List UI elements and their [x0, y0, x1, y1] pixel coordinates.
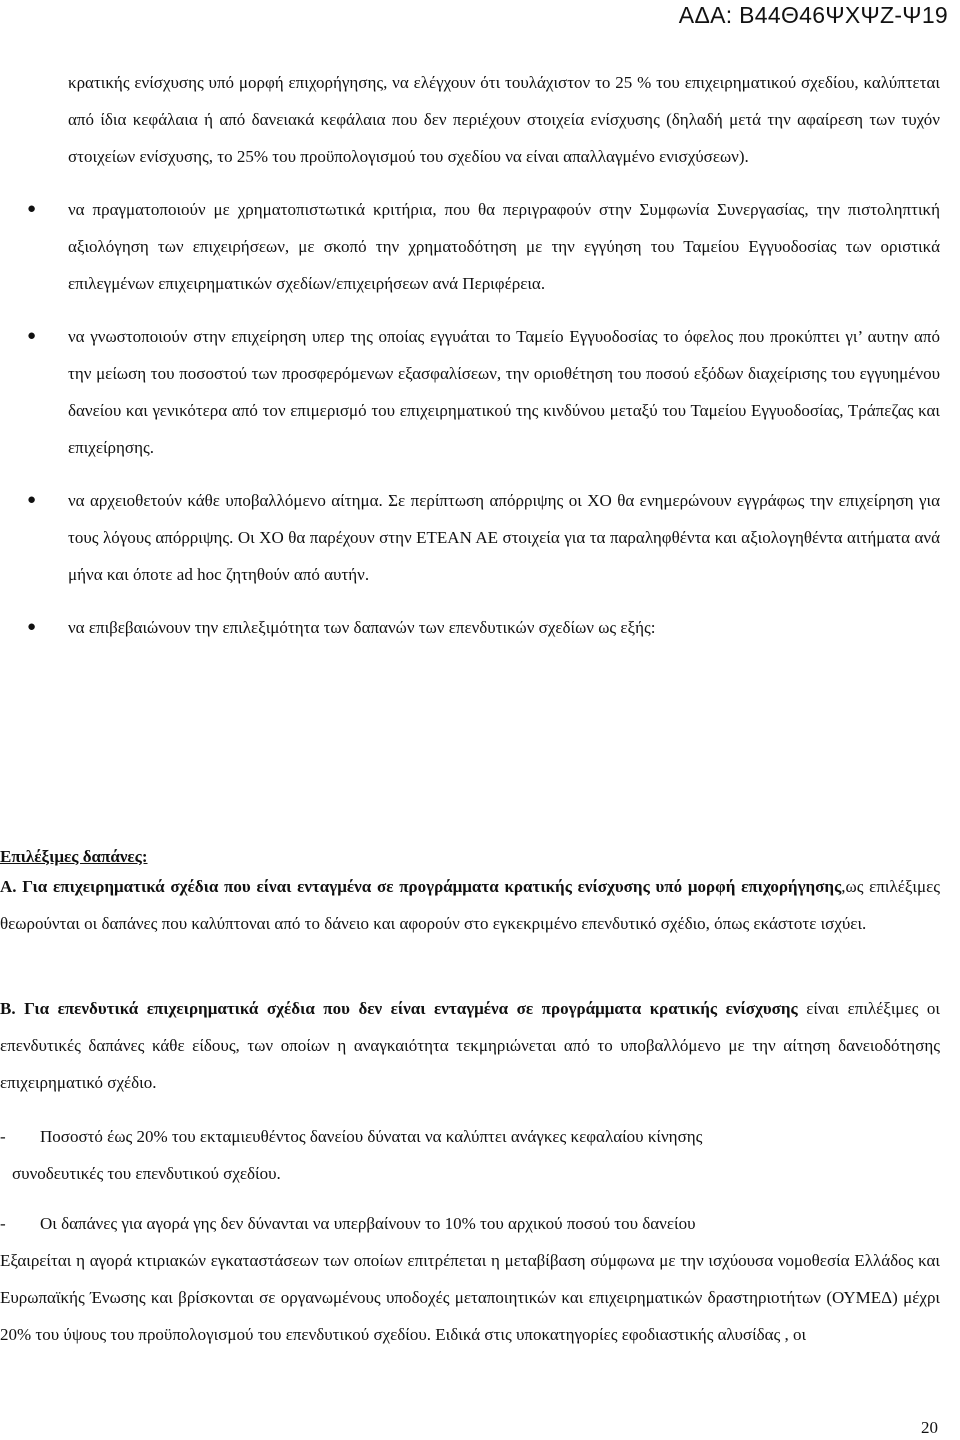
bullet-item-benefit-notification	[27, 318, 940, 466]
continuation-paragraph: κρατικής ενίσχυσης υπό μορφή επιχορήγησης, να ελέγχουν ότι τουλάχιστον το 25 % του επιχειρηματικού σχεδίου, καλύπτεται από ίδια κεφάλαια ή από δανειακά κεφάλαια που δεν περιέχουν στοιχεία ενίσχυσης (δηλαδή μετά την αφαίρεση των τυχόν στοιχείων ενίσχυσης, το 25% του προϋπολογισμού του σχεδίου να είναι απαλλαγμένο ενισχύσεων).	[68, 73, 940, 166]
bullet-text: να επιβεβαιώνουν την επιλεξιμότητα των δαπανών των επενδυτικών σχεδίων ως εξής:	[68, 618, 656, 637]
bullet-item-archiving	[27, 482, 940, 593]
bullet-item-credit-assessment	[27, 191, 940, 302]
dash-text: Οι δαπάνες για αγορά γης δεν δύνανται να υπερβαίνουν το 10% του αρχικού ποσού του δανείου	[40, 1214, 696, 1233]
section-b-text: είναι επιλέξιμες οι επενδυτικές δαπάνες κάθε είδους, των οποίων η αναγκαιότητα τεκμηριώνεται από το υποβαλλόμενο με την αίτηση δανειοδότησης επιχειρηματικό σχέδιο.	[0, 999, 940, 1092]
bullet-icon: ●	[27, 492, 37, 508]
dash-item-land-purchase	[0, 1205, 940, 1353]
section-b	[0, 990, 940, 1101]
eligible-expenses-heading: Επιλέξιμες δαπάνες:	[0, 847, 148, 866]
bullet-item-eligibility	[27, 609, 940, 646]
bullet-text: να γνωστοποιούν στην επιχείρηση υπερ της οποίας εγγυάται το Ταμείο Εγγυοδοσίας το όφελος που προκύπτει γι’ αυτην από την μείωση του ποσοστού των προσφερόμενων εξασφαλίσεων, την οριοθέτηση του ποσού εξόδων διαχείρισης του εγγυημένου δανείου και γενικότερα από τον επιμερισμό του επιχειρηματικού της κινδύνου μεταξύ του Ταμείου Εγγυοδοσίας, Τράπεζας και επιχείρησης.	[68, 327, 940, 457]
document-code: ΑΔΑ: Β44Θ46ΨΧΨΖ-Ψ19	[678, 2, 948, 28]
dash-icon: -	[0, 1127, 6, 1146]
section-b-paragraph	[0, 990, 940, 1101]
bullet-icon: ●	[27, 328, 37, 344]
bullet-text: να πραγματοποιούν με χρηματοπιστωτικά κριτήρια, που θα περιγραφούν στην Συμφωνία Συνεργασίας, την πιστοληπτική αξιολόγηση των επιχειρήσεων, με σκοπό την χρηματοδότηση με την εγγύηση του Ταμείου Εγγυοδοσίας των οριστικά επιλεγμένων επιχειρηματικών σχεδίων/επιχειρήσεων ανά Περιφέρεια.	[68, 200, 940, 293]
document-body	[27, 64, 940, 646]
dash-line	[0, 1205, 940, 1242]
dash-line	[0, 1118, 940, 1155]
section-a-text: ,ως επιλέξιμες θεωρούνται οι δαπάνες που καλύπτοναι από το δάνειο και αφορούν στο εγκεκριμένο επενδυτικό σχέδιο, όπως εκάστοτε ισχύει.	[0, 877, 940, 933]
section-a-paragraph	[0, 868, 940, 942]
page-number: 20	[921, 1418, 938, 1437]
section-a-title: Α. Για επιχειρηματικά σχέδια που είναι ενταγμένα σε προγράμματα κρατικής ενίσχυσης υπό μορφή επιχορήγησης	[0, 877, 842, 896]
dash-continuation: συνοδευτικές του επενδυτικού σχεδίου.	[12, 1164, 281, 1183]
bullet-icon: ●	[27, 619, 37, 635]
dash-item-working-capital	[0, 1118, 940, 1192]
dash-text: Ποσοστό έως 20% του εκταμιευθέντος δανείου δύναται να καλύπτει ανάγκες κεφαλαίου κίνησης	[40, 1127, 703, 1146]
section-a	[0, 868, 940, 942]
section-b-title: Β. Για επενδυτικά επιχειρηματικά σχέδια που δεν είναι ενταγμένα σε προγράμματα κρατικής ενίσχυσης	[0, 999, 798, 1018]
dash-continuation: Εξαιρείται η αγορά κτιριακών εγκαταστάσεων των οποίων επιτρέπεται η μεταβίβαση σύμφωνα με την ισχύουσα νομοθεσία Ελλάδος και Ευρωπαϊκής Ένωσης και βρίσκονται σε οργανωμένους υποδοχές μεταποιητικών και επιχειρηματικών δραστηριοτήτων (ΟΥΜΕΔ) μέχρι 20% του ύψους του προϋπολογισμού του επενδυτικού σχεδίου. Ειδικά στις υποκατηγορίες εφοδιαστικής αλυσίδας , οι	[0, 1251, 940, 1344]
dash-icon: -	[0, 1214, 6, 1233]
bullet-icon: ●	[27, 201, 37, 217]
bullet-text: να αρχειοθετούν κάθε υποβαλλόμενο αίτημα. Σε περίπτωση απόρριψης οι ΧΟ θα ενημερώνουν εγγράφως την επιχείρηση για τους λόγους απόρριψης. Οι ΧΟ θα παρέχουν στην ΕΤΕΑΝ ΑΕ στοιχεία για τα παραληφθέντα και αξιολογηθέντα αιτήματα ανά μήνα και όποτε ad hoc ζητηθούν από αυτήν.	[68, 491, 940, 584]
